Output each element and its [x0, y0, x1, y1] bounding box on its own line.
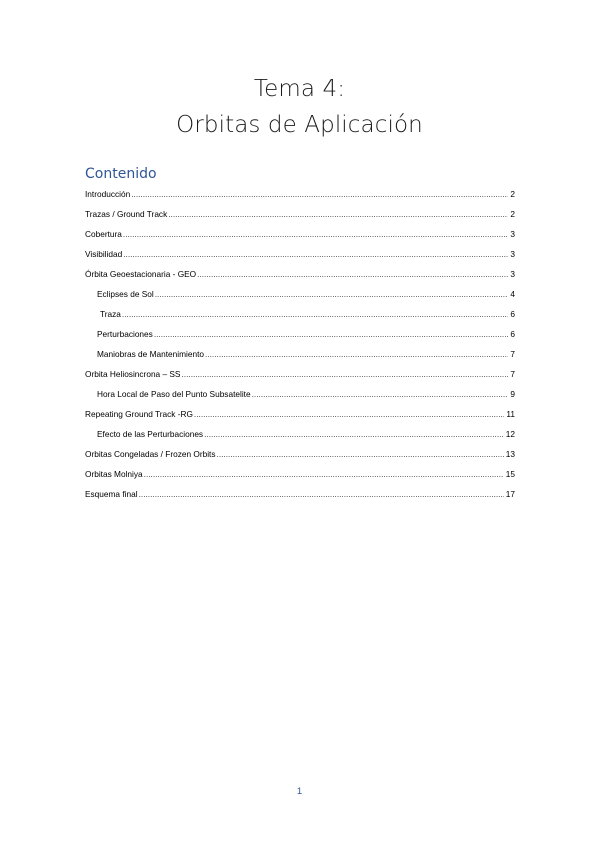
toc-leader-dots [168, 204, 508, 224]
toc-entry[interactable] [85, 444, 515, 464]
toc-entry-label: Eclipses de Sol [97, 289, 154, 299]
toc-entry[interactable] [85, 184, 515, 204]
document-title-line-2: Orbitas de Aplicación [176, 112, 423, 138]
toc-entry-label: Repeating Ground Track -RG [85, 409, 193, 419]
toc-entry-label: Cobertura [85, 229, 122, 239]
toc-entry-label: Maniobras de Mantenimiento [97, 349, 204, 359]
toc-leader-dots [205, 344, 508, 364]
document-title-line-1: Tema 4: [253, 76, 346, 102]
toc-entry-label: Hora Local de Paso del Punto Subsatelite [97, 389, 251, 399]
toc-entry[interactable] [85, 484, 515, 504]
toc-entry-page: 7 [510, 349, 515, 359]
toc-entry[interactable] [85, 244, 515, 264]
toc-entry[interactable] [85, 364, 515, 384]
toc-entry[interactable] [85, 204, 515, 224]
toc-entry-page: 3 [510, 249, 515, 259]
toc-leader-dots [194, 404, 504, 424]
toc-entry-page: 7 [510, 369, 515, 379]
toc-entry-page: 15 [505, 469, 515, 479]
toc-entry-page: 11 [506, 409, 515, 419]
toc-entry[interactable] [85, 424, 515, 444]
toc-entry[interactable] [85, 284, 515, 304]
toc-leader-dots [204, 424, 504, 444]
toc-entry-page: 6 [510, 329, 515, 339]
toc-entry-label: Orbitas Congeladas / Frozen Orbits [85, 449, 216, 459]
toc-leader-dots [122, 304, 508, 324]
toc-leader-dots [217, 444, 504, 464]
toc-leader-dots [123, 224, 508, 244]
toc-entry-label: Orbitas Molniya [85, 469, 143, 479]
toc-entry[interactable] [85, 324, 515, 344]
toc-entry-label: Introducción [85, 189, 131, 199]
toc-entry-page: 2 [510, 189, 515, 199]
toc-entry-page: 3 [510, 229, 515, 239]
toc-leader-dots [144, 464, 504, 484]
toc-entry-label: Orbita Heliosincrona – SS [85, 369, 181, 379]
table-of-contents [85, 184, 515, 504]
toc-entry-label: Traza [100, 309, 121, 319]
toc-entry[interactable] [85, 464, 515, 484]
toc-entry-page: 6 [510, 309, 515, 319]
toc-heading: Contenido [85, 166, 157, 182]
toc-entry-page: 4 [510, 289, 515, 299]
toc-leader-dots [154, 324, 509, 344]
toc-entry-page: 17 [505, 489, 515, 499]
toc-entry[interactable] [85, 344, 515, 364]
toc-entry-label: Perturbaciones [97, 329, 153, 339]
toc-entry-page: 3 [510, 269, 515, 279]
toc-leader-dots [139, 484, 504, 504]
toc-entry-page: 9 [510, 389, 515, 399]
toc-entry-page: 13 [505, 449, 515, 459]
page-number: 1 [296, 786, 303, 797]
toc-entry[interactable] [85, 264, 515, 284]
toc-leader-dots [155, 284, 509, 304]
toc-entry[interactable] [85, 384, 515, 404]
toc-entry-label: Visibilidad [85, 249, 123, 259]
toc-leader-dots [181, 364, 508, 384]
toc-entry[interactable] [85, 404, 515, 424]
toc-leader-dots [252, 384, 509, 404]
toc-leader-dots [131, 184, 508, 204]
toc-entry-label: Esquema final [85, 489, 138, 499]
toc-leader-dots [197, 264, 508, 284]
toc-leader-dots [123, 244, 508, 264]
toc-entry-page: 2 [510, 209, 515, 219]
toc-entry-label: Órbita Geoestacionaria - GEO [85, 269, 197, 279]
toc-entry-page: 12 [505, 429, 515, 439]
toc-entry[interactable] [85, 224, 515, 244]
toc-entry[interactable] [85, 304, 515, 324]
toc-entry-label: Trazas / Ground Track [85, 209, 168, 219]
toc-entry-label: Efecto de las Perturbaciones [97, 429, 204, 439]
